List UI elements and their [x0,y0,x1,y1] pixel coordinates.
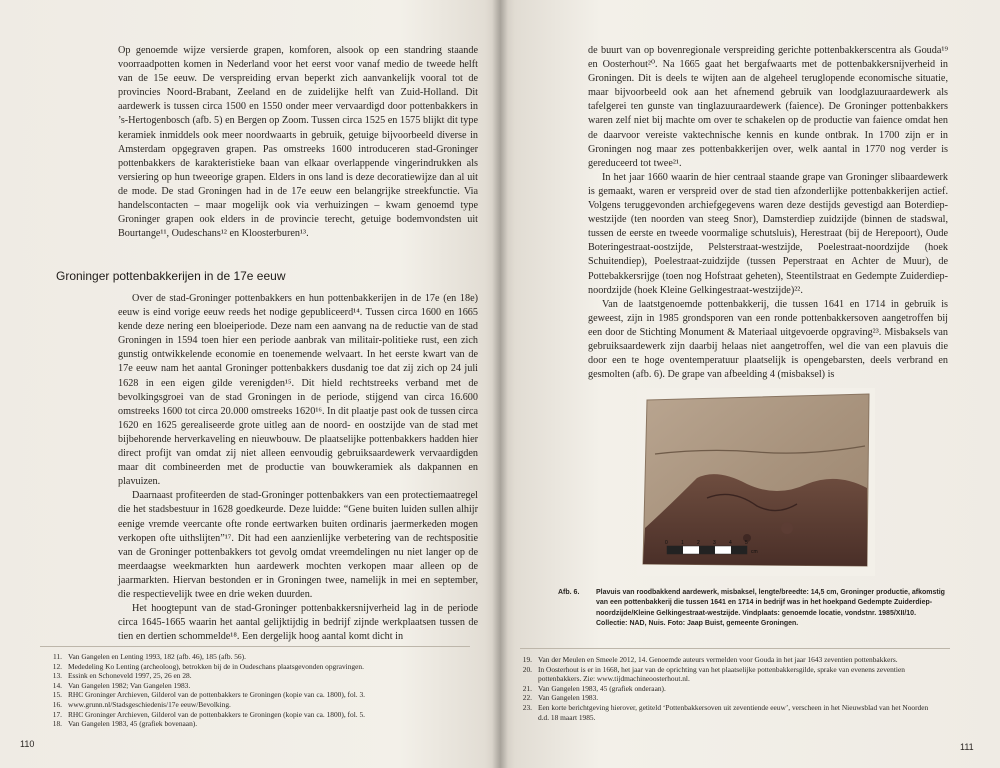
figure-tile-photo [637,388,875,576]
right-footnotes [510,655,930,722]
footnote: 16. www.grunn.nl/Stadsgeschiedenis/17e eeuw/Bevolking. [52,699,231,709]
footnote: 23. Een korte berichtgeving hierover, getiteld ‘Pottenbakkersoven uit zeventiende eeuw’, verscheen in het Nieuwsblad van het Noorden d.d. 18 maart 1985. [522,702,929,722]
page-number: 110 [20,739,35,749]
paragraph: Daarnaast profiteerden de stad-Groninger pottenbakkers van een protectiemaatregel die het stadsbestuur in 1628 goedkeurde. Deze luidde: “Gene buiten luiden sullen alhijr eenige vremde veercante ofte ronde eertwarken buiten ordinaris jaermerkeden mogen verkopen ofte uithslijten”¹⁷. Dit had een aanzienlijke verbetering van de rechtspositie van de Groninger pottenbakkers tot gevolg omdat vreemdelingen nu niet langer op de meerdaagse weekmarkten hun aardewerk mochten verkopen maar alleen op de jaarmarkten. Hiervan bestonden er in Groningen twee, namelijk in mei en september, die respectievelijk twee en drie weken duurden. [118,490,478,600]
scale-label: 3 [713,540,716,546]
footnote: 17. RHC Groninger Archieven, Gilderol van de pottenbakkers te Groningen (kopie van ca. 1800), fol. 5. [52,709,365,719]
footnote: 13. Essink en Schoneveld 1997, 25, 26 en 28. [52,671,192,681]
scale-unit: cm [751,549,758,555]
left-body-intro [118,44,478,241]
paragraph: Op genoemde wijze versierde grapen, komforen, alsook op een standring staande voorraadpotten komen in Nederland voor het eerst voor vanaf medio de tweede helft van de 15e eeuw. De verspreiding ervan beperkt zich aanvankelijk vooral tot de provincies Noord-Brabant, Zeeland en de zuidelijke helft van Zuid-Holland. Dit aardewerk is tussen circa 1500 en 1550 onder meer vervaardigd door pottenbakkers in ’s-Hertogenbosch (afb. 5) en Bergen op Zoom. Tussen circa 1525 en 1575 blijkt dit type keramiek inmiddels ook meer noordwaarts in gebruik, getuige bijvoorbeeld diverse in Amsterdam opgegraven grapen. Pas omstreeks 1600 introduceren stad-Groninger pottenbakkers de karakteristieke baan van elkaar overlappende vingerindrukken als versiering op hun tweeorige grapen. Elders in ons land is deze decoratiewijze dan al uit de mode. De stad Groningen had in de 17e eeuw een belangrijke streekfunctie. Via handelscontacten – maar mogelijk ook via verhuizingen – kwam genoemd type Groninger grapen ook elders in de provincie terecht, getuige bodemvondsten uit Bourtange¹¹, Oudeschans¹² en Kloosterburen¹³. [118,45,478,240]
left-body-section [118,292,478,644]
paragraph: Van de laatstgenoemde pottenbakkerij, die tussen 1641 en 1714 in gebruik is geweest, zijn in 1985 grondsporen van een ronde pottenbakkersoven aangetroffen bij een door de Stichting Monument & Materiaal uitgevoerde opgraving²³. Misbaksels van gebruiksaardewerk zijn daarbij helaas niet aangetroffen, wel die van een plavuis die door een te hoge oventemperatuur plaatselijk is opengebarsten, deels verbrand en gesmolten (afb. 6). De grape van afbeelding 4 (misbaksel) is [588,298,948,381]
footnote: 19. Van der Meulen en Smeele 2012, 14. Genoemde auteurs vermelden voor Gouda in het jaar 1643 zeventien pottenbakkers. [522,655,898,664]
tile-photo [637,388,875,576]
paragraph: Over de stad-Groninger pottenbakkers en hun pottenbakkerijen in de 17e (en 18e) eeuw is eind vorige eeuw reeds het nodige gepubliceerd¹⁴. Tussen circa 1600 en 1665 kende deze nering een bloeiperiode. Deze nam een aanvang na de reductie van de stad Groningen in 1594 toen hier een periode aanbrak van militair-politieke rust, een zich gunstig ontwikkelende economie en toenemende welvaart. In het eerste kwart van de 17e eeuw nam het aantal Groninger pottenbakkers dusdanig toe dat zij zich op 24 juli 1628 in een eigen gilde verenigden¹⁵. Dit hield rechtstreeks verband met de bevolkingsgroei van de stad Groningen in de periode, stijgend van circa 16.600 omstreeks 1600 tot circa 20.000 omstreeks 1620¹⁶. In dit plaatje past ook de tussen circa 1620 en 1625 gerealiseerde grote uitleg aan de noord- en oostzijde van de stad met bijbehorende herverkaveling en nieuwbouw. De plaatselijke pottenbakkers hadden hier direct profijt van omdat zij niet alleen eenvoudig gebruiksaardewerk vervaardigden maar dit combineerden met de productie van bouwkeramiek als dakpannen en plavuizen. [118,293,478,488]
footnote: 14. Van Gangelen 1982; Van Gangelen 1983. [52,680,191,690]
scale-label: 5 [745,540,748,546]
paragraph: In het jaar 1660 waarin de hier centraal staande grape van Groninger slibaardewerk is gemaakt, waren er verspreid over de stad tien afzonderlijke pottenbakkerijen actief. Volgens teruggevonden archiefgegevens waren deze destijds gevestigd aan Boterdiep-westzijde (ten noorden van steeg Snor), Damsterdiep zuidzijde (binnen de stadswal, tussen de eerste en tweede voormalige schutsluis), Herestraat (bij de Herepoort), Oude Boteringestraat-oostzijde, Pelsterstraat-westzijde, Poelestraat-noordzijde (hoek Schuitendiep), Poelestraat-zuidzijde (tussen Peperstraat en Achter de Muur), de Pottebakkersrijge (toen nog Hofstraat geheten), Steentilstraat en Gedempte Zuiderdiep-noordzijde (hoek Kleine Gelkingestraat-westzijde)²². [588,171,948,296]
footnote: 22. Van Gangelen 1983. [522,693,599,703]
right-body [588,44,948,382]
scale-label: 2 [697,540,700,546]
scale-label: 4 [729,540,732,546]
footnote: 20. In Oosterhout is er in 1668, het jaar van de oprichting van het plaatselijke pottenbakkersgilde, sprake van evenens zeventien pottenbakkers. Zie: www.tijdmachineoosterhout.nl. [522,664,905,684]
book-gutter [492,0,508,768]
caption-text: Plavuis van roodbakkend aardewerk, misbaksel, lengte/breedte: 14,5 cm, Groninger productie, afkomstig van een pottenbakkerij die tussen 1641 en 1714 in bedrijf was in het hoekpand Gedempte Zuiderdiep-noordzijde/Kleine Gelkingestraat-westzijde. Vindplaats: genoemde locatie, vondstnr. 1985/XII/10. Collectie: NAD, Nuis. Foto: Jaap Buist, gemeente Groningen. [596,589,945,628]
scale-label: 1 [681,540,684,546]
page-number: 111 [960,742,974,752]
footnote: 21. Van Gangelen 1983, 45 (grafiek onderaan). [522,683,666,693]
footnote-divider [40,646,470,647]
footnote-divider [520,648,950,649]
paragraph: Het hoogtepunt van de stad-Groninger pottenbakkersnijverheid lag in de periode circa 1645-1665 waarin het aantal gelijktijdig in bedrijf zijnde werkplaatsen tussen de tien en dertien schommelde¹⁸. Een dergelijk hoog aantal komt dicht in [118,603,478,643]
footnote: 15. RHC Groninger Archieven, Gilderol van de pottenbakkers te Groningen (kopie van ca. 1800), fol. 3. [52,690,365,700]
right-page [500,0,1000,768]
section-heading: Groninger pottenbakkerijen in de 17e eeuw [56,269,286,283]
footnote: 11. Van Gangelen en Lenting 1993, 182 (afb. 46), 185 (afb. 56). [53,652,246,661]
paragraph: de buurt van op bovenregionale verspreiding gerichte pottenbakkerscentra als Gouda¹⁹ en Oosterhout²⁰. Na 1665 gaat het bergafwaarts met de pottenbakkersnijverheid in Groningen. Dit is deels te wijten aan de algeheel teruglopende economische situatie, maar bijvoorbeeld ook aan het afnemend gebruik van loodglazuuraardewerk als tafelgerei ten gunste van tinglazuuraardewerk (faience). De Groninger pottenbakkers waren zelf niet bij machte om over te schakelen op de productie van faience omdat hen de daarvoor vereiste vaktechnische kennis en kunde ontbrak. In 1700 zijn er in Groningen nog maar zes pottenbakkerijen over, welk aantal in 1770 nog verder is gereduceerd tot twee²¹. [588,45,948,169]
figure-caption [558,588,948,630]
footnote: 12. Mededeling Ko Lenting (archeoloog), betrokken bij de in Oudeschans plaatsgevonden opgravingen. [52,661,364,671]
footnote: 18. Van Gangelen 1983, 45 (grafiek bovenaan). [52,719,198,729]
caption-label: Afb. 6. [558,589,580,596]
left-footnotes [40,652,480,729]
scale-label: 0 [665,540,668,546]
